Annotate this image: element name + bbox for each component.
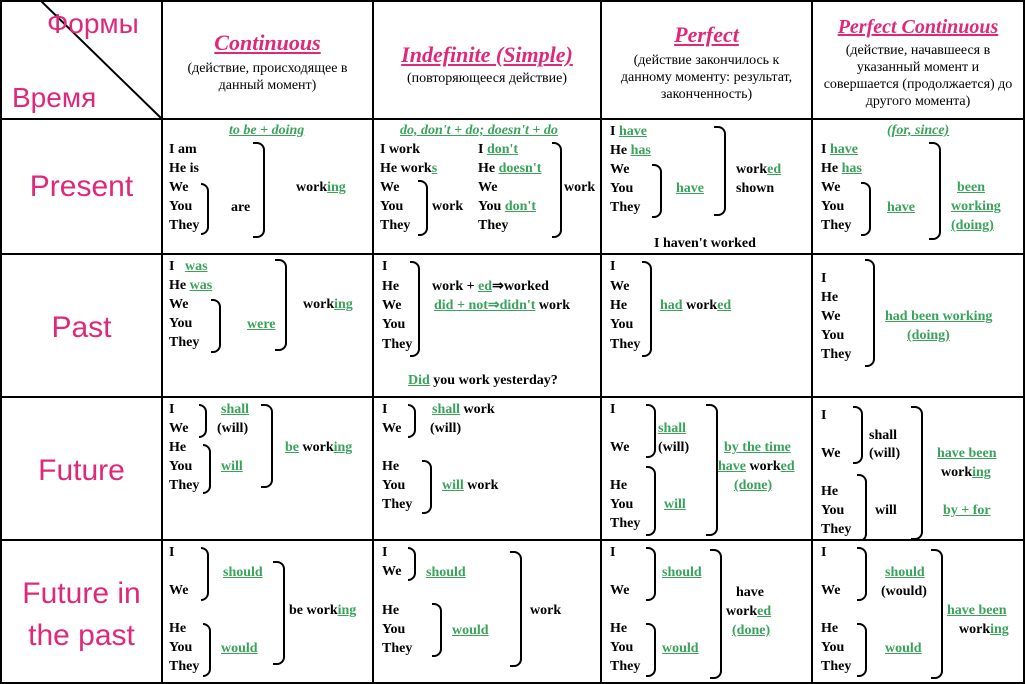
brace <box>646 623 656 677</box>
brace <box>410 261 420 357</box>
corner-cell <box>0 0 163 120</box>
header-desc: (действие закончилось к данному моменту: результат, законченность) <box>620 53 793 102</box>
brace <box>275 259 287 351</box>
brace <box>510 551 522 667</box>
present-perfect: I have He has We You They have worked shown I haven't worked <box>600 118 813 255</box>
brace <box>652 164 662 218</box>
fitp-perfect-continuous: I We should (would) He You They would have been working <box>811 539 1025 684</box>
brace <box>552 142 562 238</box>
brace <box>211 299 221 353</box>
row-present-label: Present <box>0 118 163 255</box>
header-continuous <box>161 0 374 120</box>
header-title: Perfect Continuous <box>837 16 999 38</box>
past-perfect: I We He You They had worked <box>600 253 813 398</box>
row-past-label: Past <box>0 253 163 398</box>
row-fitp-label: Future in the past <box>0 539 163 684</box>
working: working <box>296 180 346 195</box>
future-perfect-continuous: I We shall (will) He You They will have been working by + for <box>811 396 1025 541</box>
header-desc: (действие, начавшееся в указанный момент и совершается (продолжается) до другого момента) <box>823 43 1013 109</box>
brace <box>253 142 265 238</box>
header-desc: (повторяющееся действие) <box>406 71 568 86</box>
past-indefinite: I He We You They work + ed⇒worked did + not⇒didn't work Did you work yesterday? <box>372 253 602 398</box>
brace <box>911 406 923 540</box>
fitp-perfect: I We should He You They would have worked (done) <box>600 539 813 684</box>
brace <box>706 404 718 536</box>
brace <box>853 406 863 464</box>
brace <box>201 183 209 235</box>
future-continuous: I We He You They shall (will) will be working <box>161 396 374 541</box>
present-indefinite: do, don't + do; doesn't + do I work He works We You They work I don't He doesn't We You don't They work <box>372 118 602 255</box>
header-title: Continuous <box>214 30 321 55</box>
fitp-indefinite: I We should He You They would work <box>372 539 602 684</box>
brace <box>203 623 211 677</box>
brace <box>408 404 416 438</box>
header-title: Indefinite (Simple) <box>401 42 573 67</box>
brace <box>931 549 943 679</box>
past-continuous: I was He was We You They were working <box>161 253 374 398</box>
corner-forms: Формы <box>47 8 139 39</box>
brace <box>642 261 652 357</box>
brace <box>418 180 428 236</box>
brace <box>273 561 285 665</box>
brace <box>201 547 209 601</box>
row-future-label: Future <box>0 396 163 541</box>
header-desc: (действие, происходящее в данный момент) <box>187 61 348 93</box>
brace <box>261 404 273 488</box>
present-continuous: to be + doing I am He is We You They are working <box>161 118 374 255</box>
brace <box>646 466 656 536</box>
header-perfect <box>600 0 813 120</box>
brace <box>714 126 726 216</box>
brace <box>422 460 432 514</box>
fitp-continuous: I We should He You They would be working <box>161 539 374 684</box>
brace <box>857 474 867 541</box>
brace <box>865 259 875 367</box>
present-perfect-continuous: (for, since) I have He has We You They have been working (doing) <box>811 118 1025 255</box>
header-title: Perfect <box>674 22 739 47</box>
brace <box>861 182 871 236</box>
brace <box>857 623 867 677</box>
header-perfect-continuous <box>811 0 1025 120</box>
brace <box>929 142 941 240</box>
brace <box>408 547 416 581</box>
brace <box>710 549 722 679</box>
brace <box>857 547 867 601</box>
header-indefinite <box>372 0 602 120</box>
past-perfect-continuous: I He We You They had been working (doing) <box>811 253 1025 398</box>
brace <box>203 444 211 494</box>
corner-time: Время <box>12 82 97 113</box>
brace <box>199 404 207 438</box>
future-indefinite: I We shall work (will) He You They will work <box>372 396 602 541</box>
brace <box>432 603 442 657</box>
brace <box>646 547 656 601</box>
future-perfect: I We shall (will) He You They will by the time have worked (done) <box>600 396 813 541</box>
brace <box>646 404 656 458</box>
